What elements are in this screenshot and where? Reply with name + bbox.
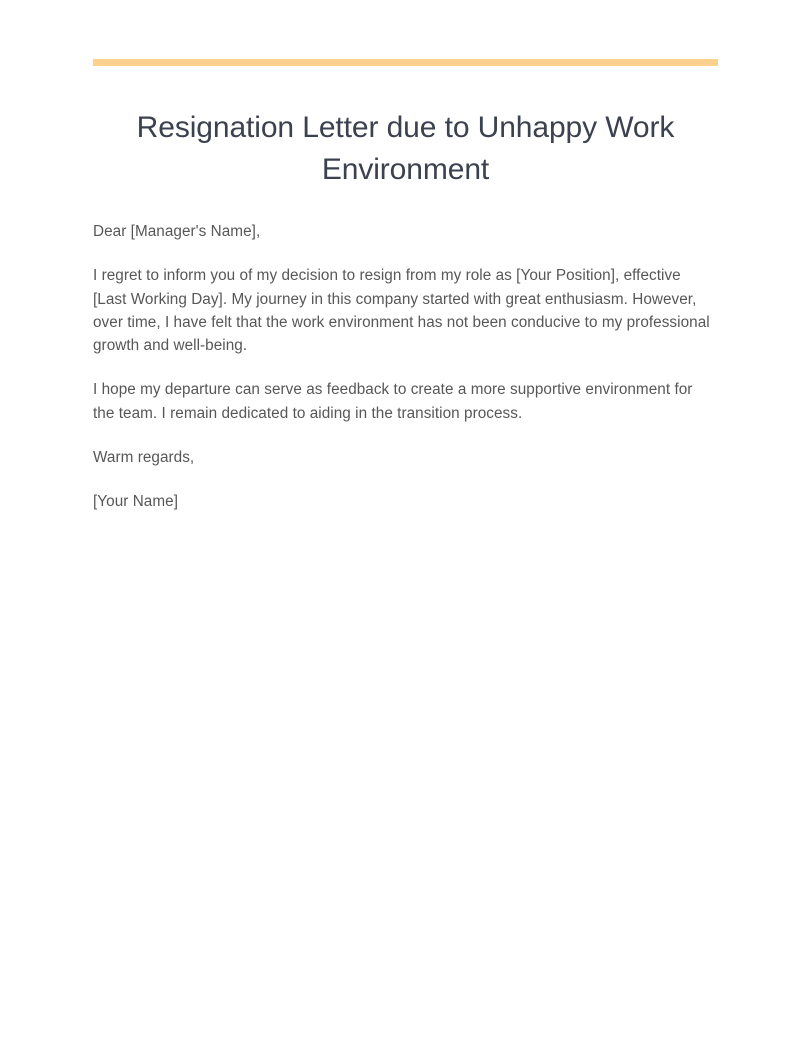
letter-salutation: Dear [Manager's Name],	[93, 223, 261, 240]
letter-paragraph-1: I regret to inform you of my decision to resign from my role as [Your Position], effective [Last Working Day]. My journey in this company started with great enthusiasm. However, over time, I have felt that the work environment has not been conducive to my professional growth and well-being.	[93, 267, 710, 355]
letter-closing: Warm regards,	[93, 449, 195, 467]
accent-bar	[93, 59, 718, 66]
document-content	[93, 0, 718, 514]
letter-body	[93, 191, 718, 514]
letter-signature: [Your Name]	[93, 493, 179, 511]
letter-paragraph-2: I hope my departure can serve as feedback to create a more supportive environment for the team. I remain dedicated to aiding in the transition process.	[93, 381, 693, 422]
page-title: Resignation Letter due to Unhappy Work Environment	[136, 111, 675, 186]
